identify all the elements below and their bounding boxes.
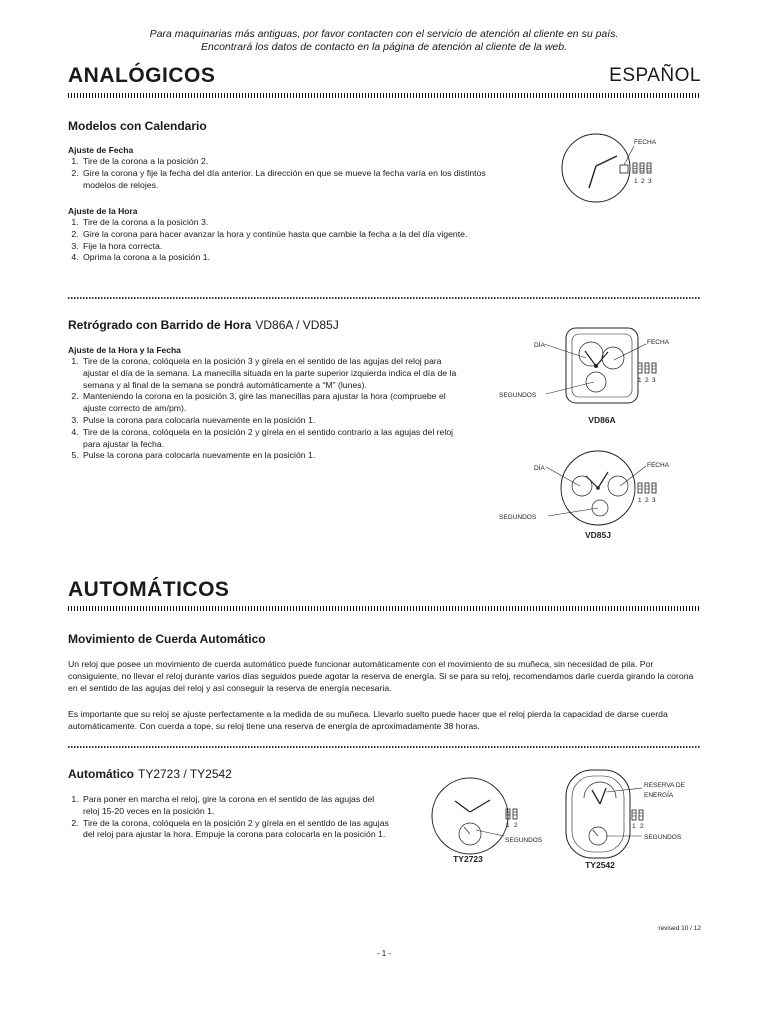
list-item: 5. Pulse la corona para colocarla nuevamente en la posición 1. xyxy=(81,450,466,462)
list-item: 2. Gire la corona para hacer avanzar la hora y continúe hasta que cambie la fecha a la del día vigente. xyxy=(81,229,511,241)
position-1: 1 xyxy=(632,823,636,830)
crown-positions xyxy=(633,163,651,173)
dotted-divider xyxy=(68,746,701,748)
revision-note: revised 10 / 12 xyxy=(658,925,701,932)
section-title-auto: AUTOMÁTICOS xyxy=(68,578,230,601)
dotted-divider xyxy=(68,297,701,299)
time-adjust-heading: Ajuste de la Hora xyxy=(68,206,138,216)
seconds-subdial xyxy=(592,500,608,516)
retro-heading-text: Retrógrado con Barrido de Hora xyxy=(68,318,252,332)
movement-paragraph-1: Un reloj que posee un movimiento de cuerda automático puede funcionar automáticamente con el movimiento de su muñeca, sin necesidad de pila. Por consiguiente, no llevar el reloj durante varios días seguidos puede agotar la reserva de energía. Si se para su reloj, recomendamos darle cuerda girando la corona en el sentido de las agujas del reloj y así conseguir la reserva de energía necesaria. xyxy=(68,659,694,693)
leader-line xyxy=(476,830,504,836)
language-label: ESPAÑOL xyxy=(609,65,701,86)
position-2: 2 xyxy=(641,178,645,185)
retro-sub-heading: Ajuste de la Hora y la Fecha xyxy=(68,345,181,355)
date-window xyxy=(620,165,628,173)
section-rule xyxy=(68,606,701,611)
page-number: - 1 - xyxy=(376,949,392,958)
fecha-label: FECHA xyxy=(647,462,670,469)
power-reserve-arc xyxy=(584,782,616,798)
list-item: 2. Tire de la corona, colóquela en la posición 2 y gírela en el sentido de las agujas del reloj para ajustar la hora. Empuje la corona para colocarla en la posición 1. xyxy=(81,818,391,842)
leader-line xyxy=(614,344,646,360)
automatic-models: TY2723 / TY2542 xyxy=(138,767,232,781)
model-caption: TY2542 xyxy=(585,860,615,870)
date-subdial xyxy=(602,347,624,369)
crown-positions xyxy=(632,810,643,820)
automatic-heading xyxy=(68,767,232,781)
retro-heading xyxy=(68,318,339,332)
position-1: 1 xyxy=(638,377,642,384)
list-item: 4. Oprima la corona a la posición 1. xyxy=(81,252,511,264)
fecha-label: FECHA xyxy=(634,139,657,146)
retro-models: VD86A / VD85J xyxy=(255,318,339,332)
reserva-label-line1: RESERVA DE xyxy=(644,782,685,789)
ty2542-watch-figure xyxy=(562,766,702,874)
list-item: 2. Gire la corona y fije la fecha del día anterior. La dirección en que se mueve la fecha varía en los distintos modelos de relojes. xyxy=(81,168,511,192)
position-3: 3 xyxy=(652,497,656,504)
list-item: 1. Tire de la corona, colóquela en la posición 3 y gírela en el sentido de las agujas del reloj para ajustar el día de la semana. La manecilla situada en la parte superior izquierda indica el día de la semana y al final de la semana se pondrá automáticamente a “M” (lunes). xyxy=(81,356,466,391)
movement-paragraph-2: Es importante que su reloj se ajuste perfectamente a la medida de su muñeca. Llevarlo suelto puede hacer que el reloj pierda la capacidad de darse cuerda automáticamente. Con cuerda a tope, su reloj tiene una reserva de energía de aproximadamente 38 horas. xyxy=(68,709,668,731)
segundos-label: SEGUNDOS xyxy=(499,392,537,399)
list-item: 3. Pulse la corona para colocarla nuevamente en la posición 1. xyxy=(81,415,466,427)
vd85j-watch-figure xyxy=(496,446,696,546)
automatic-heading-text: Automático xyxy=(68,767,134,781)
power-reserve-hand xyxy=(600,788,606,804)
position-2: 2 xyxy=(645,497,649,504)
list-item: 4. Tire de la corona, colóquela en la posición 2 y gírela en el sentido contrario a las agujas del reloj para ajustar la fecha. xyxy=(81,427,466,451)
dia-label: DÍA xyxy=(534,342,545,349)
list-item: 1. Para poner en marcha el reloj, gire la corona en el sentido de las agujas del reloj 15-20 veces en la posición 1. xyxy=(81,794,391,818)
position-2: 2 xyxy=(514,822,518,829)
time-steps-list xyxy=(68,217,511,264)
position-1: 1 xyxy=(638,497,642,504)
minute-hand xyxy=(470,800,490,812)
segundos-label: SEGUNDOS xyxy=(505,837,543,844)
leader-line xyxy=(606,788,642,792)
section-rule xyxy=(68,93,701,98)
vd86a-watch-figure xyxy=(496,326,696,426)
calendar-heading: Modelos con Calendario xyxy=(68,119,207,133)
list-item: 1. Tire de la corona a la posición 2. xyxy=(81,156,511,168)
hour-hand xyxy=(596,156,617,166)
leader-line xyxy=(546,382,594,394)
automatic-steps-list xyxy=(68,794,391,841)
model-caption: TY2723 xyxy=(453,854,483,864)
crown-positions xyxy=(638,483,656,493)
watch-case xyxy=(566,328,638,403)
segundos-label: SEGUNDOS xyxy=(499,514,537,521)
ty2723-watch-figure xyxy=(428,774,558,870)
header-note-line2: Encontrará los datos de contacto en la página de atención al cliente de la web. xyxy=(201,41,567,53)
list-item: 3. Fije la hora correcta. xyxy=(81,241,511,253)
retro-steps-list xyxy=(68,356,466,462)
section-title-analog: ANALÓGICOS xyxy=(68,64,216,87)
position-2: 2 xyxy=(640,823,644,830)
model-caption: VD85J xyxy=(585,530,611,540)
minute-hand xyxy=(589,166,596,188)
hour-hand xyxy=(455,801,470,812)
crown-positions xyxy=(638,363,656,373)
leader-line xyxy=(546,467,580,486)
segundos-label: SEGUNDOS xyxy=(644,834,682,841)
position-3: 3 xyxy=(648,178,652,185)
position-2: 2 xyxy=(645,377,649,384)
list-item: 2. Manteniendo la corona en la posición 3, gire las manecillas para ajustar la hora (compruebe el ajuste correcto de am/pm). xyxy=(81,391,466,415)
position-1: 1 xyxy=(634,178,638,185)
dia-label: DÍA xyxy=(534,465,545,472)
list-item: 1. Tire de la corona a la posición 3. xyxy=(81,217,511,229)
calendar-watch-figure xyxy=(556,128,676,208)
seconds-subdial xyxy=(586,372,606,392)
movement-heading: Movimiento de Cuerda Automático xyxy=(68,632,266,646)
watch-case xyxy=(432,778,508,854)
header-note-line1: Para maquinarias más antiguas, por favor contacten con el servicio de atención al cliente en su país. xyxy=(149,28,619,40)
reserva-label-line2: ENERGÍA xyxy=(644,792,674,799)
date-subdial xyxy=(608,476,628,496)
date-steps-list xyxy=(68,156,511,191)
fecha-label: FECHA xyxy=(647,339,670,346)
model-caption: VD86A xyxy=(588,415,616,425)
date-adjust-heading: Ajuste de Fecha xyxy=(68,145,134,155)
position-3: 3 xyxy=(652,377,656,384)
position-1: 1 xyxy=(506,822,510,829)
